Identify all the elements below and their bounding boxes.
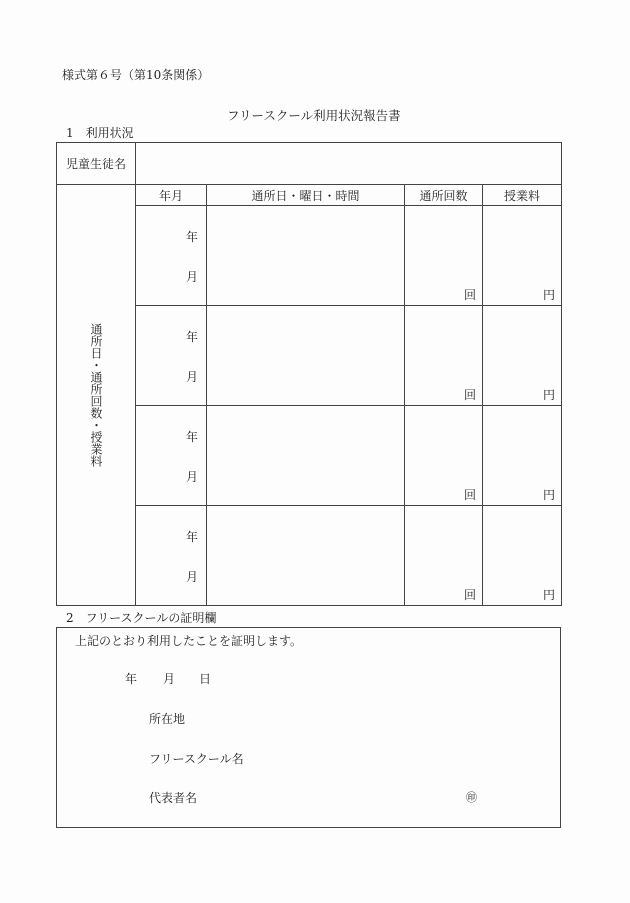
year-label: 年 <box>185 530 198 544</box>
fee-cell[interactable] <box>483 406 562 506</box>
visit-days-cell[interactable] <box>207 506 405 606</box>
date-year[interactable]: 年 <box>125 672 138 686</box>
month-label: 月 <box>185 270 198 284</box>
usage-table <box>56 142 562 606</box>
count-unit: 回 <box>463 488 476 502</box>
month-label: 月 <box>185 370 198 384</box>
seal-icon: ㊞ <box>466 791 477 804</box>
student-name-label: 児童生徒名 <box>57 143 136 185</box>
column-header: 通所回数 <box>405 185 483 206</box>
month-label: 月 <box>185 470 198 484</box>
date-day[interactable]: 日 <box>199 672 212 686</box>
month-label: 月 <box>185 570 198 584</box>
year-month-cell[interactable] <box>136 206 207 306</box>
year-month-cell[interactable] <box>136 306 207 406</box>
fee-cell[interactable] <box>483 206 562 306</box>
year-label: 年 <box>185 430 198 444</box>
year-label: 年 <box>185 230 198 244</box>
fee-cell[interactable] <box>483 506 562 606</box>
fee-unit: 円 <box>542 488 555 502</box>
visit-count-cell[interactable] <box>405 206 483 306</box>
side-label: 通所日・通所回数・授業料 <box>89 323 103 467</box>
count-unit: 回 <box>463 288 476 302</box>
year-month-cell[interactable] <box>136 406 207 506</box>
representative-label: 代表者名 <box>149 791 198 805</box>
visit-days-cell[interactable] <box>207 206 405 306</box>
student-name-field[interactable] <box>136 143 562 185</box>
fee-unit: 円 <box>542 288 555 302</box>
fee-unit: 円 <box>542 588 555 602</box>
form-number: 様式第６号（第10条関係） <box>62 68 210 82</box>
fee-unit: 円 <box>542 388 555 402</box>
visit-count-cell[interactable] <box>405 406 483 506</box>
count-unit: 回 <box>463 388 476 402</box>
document-title: フリースクール利用状況報告書 <box>227 108 401 123</box>
column-header: 年月 <box>136 185 207 206</box>
visit-days-cell[interactable] <box>207 406 405 506</box>
date-month[interactable]: 月 <box>163 672 176 686</box>
address-label: 所在地 <box>149 712 186 726</box>
visit-days-cell[interactable] <box>207 306 405 406</box>
fee-cell[interactable] <box>483 306 562 406</box>
school-name-label: フリースクール名 <box>149 752 244 766</box>
visit-count-cell[interactable] <box>405 306 483 406</box>
visit-count-cell[interactable] <box>405 506 483 606</box>
year-month-cell[interactable] <box>136 506 207 606</box>
certification-statement: 上記のとおり利用したことを証明します。 <box>75 634 303 648</box>
year-label: 年 <box>185 330 198 344</box>
section1-heading: 1 利用状況 <box>66 126 134 140</box>
side-label-cell <box>57 185 136 606</box>
column-header: 通所日・曜日・時間 <box>207 185 405 206</box>
certification-box <box>56 627 561 828</box>
count-unit: 回 <box>463 588 476 602</box>
section2-heading: 2 フリースクールの証明欄 <box>66 611 217 625</box>
column-header: 授業料 <box>483 185 562 206</box>
